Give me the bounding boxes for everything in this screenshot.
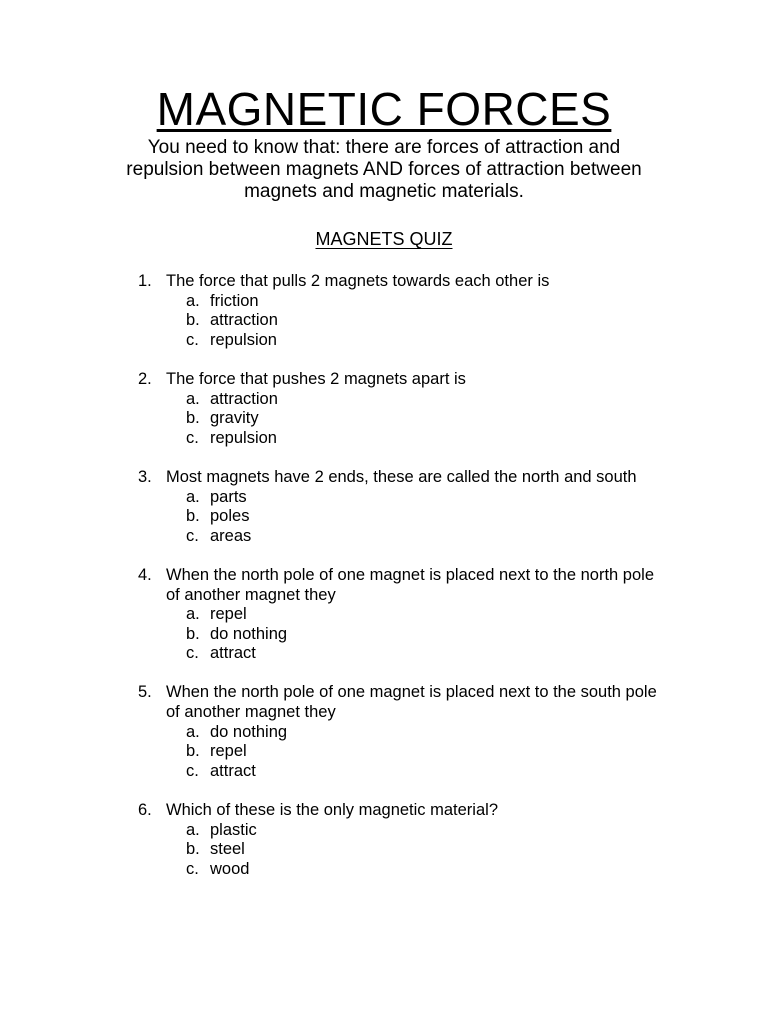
question-number: 5. xyxy=(138,683,152,702)
option-text: repulsion xyxy=(210,428,277,447)
option-item xyxy=(166,860,668,880)
option-text: attract xyxy=(210,761,256,780)
option-text: attract xyxy=(210,644,256,663)
intro-paragraph: You need to know that: there are forces of attraction and repulsion between magnets AND forces of attraction between magnets and magnetic materials. xyxy=(126,137,642,202)
option-letter: c. xyxy=(186,428,199,447)
question-2 xyxy=(0,370,768,448)
option-letter: b. xyxy=(186,409,200,428)
option-text: gravity xyxy=(210,409,259,428)
option-item xyxy=(166,742,668,762)
option-letter: c. xyxy=(186,859,199,878)
question-text: The force that pulls 2 magnets towards each other is xyxy=(166,272,550,290)
option-text: friction xyxy=(210,291,259,310)
option-list xyxy=(166,292,668,351)
option-item xyxy=(166,507,668,527)
question-1 xyxy=(0,272,768,350)
option-text: poles xyxy=(210,507,250,526)
option-list xyxy=(166,390,668,449)
option-list xyxy=(166,723,668,782)
question-text: When the north pole of one magnet is placed next to the north pole of another magnet they xyxy=(166,565,654,604)
option-text: repel xyxy=(210,605,247,624)
option-letter: a. xyxy=(186,820,200,839)
option-item xyxy=(166,331,668,351)
question-4 xyxy=(0,566,768,664)
question-number: 1. xyxy=(138,272,152,290)
option-text: repel xyxy=(210,742,247,761)
option-letter: c. xyxy=(186,761,199,780)
question-text: The force that pushes 2 magnets apart is xyxy=(166,369,466,388)
option-text: attraction xyxy=(210,389,278,408)
option-item xyxy=(166,605,668,625)
option-item xyxy=(166,723,668,743)
question-number: 2. xyxy=(138,369,152,388)
option-list xyxy=(166,821,668,880)
option-letter: b. xyxy=(186,311,200,330)
option-item xyxy=(166,625,668,645)
option-item xyxy=(166,488,668,508)
option-letter: b. xyxy=(186,840,200,859)
option-item xyxy=(166,821,668,841)
option-text: do nothing xyxy=(210,624,288,643)
option-item xyxy=(166,840,668,860)
option-letter: a. xyxy=(186,291,200,310)
option-letter: b. xyxy=(186,624,200,643)
question-text: When the north pole of one magnet is placed next to the south pole of another magnet they xyxy=(166,683,657,722)
option-item xyxy=(166,311,668,331)
question-text: Which of these is the only magnetic material? xyxy=(166,801,498,820)
quiz-title: MAGNETS QUIZ xyxy=(315,229,453,249)
option-text: steel xyxy=(210,840,245,859)
option-letter: a. xyxy=(186,389,200,408)
option-text: wood xyxy=(210,859,250,878)
option-item xyxy=(166,390,668,410)
option-item xyxy=(166,762,668,782)
question-6 xyxy=(0,801,768,879)
option-list xyxy=(166,605,668,664)
option-letter: b. xyxy=(186,507,200,526)
question-number: 4. xyxy=(138,565,152,584)
option-item xyxy=(166,292,668,312)
option-text: repulsion xyxy=(210,330,277,349)
option-text: do nothing xyxy=(210,722,288,741)
option-text: areas xyxy=(210,526,252,545)
option-letter: c. xyxy=(186,330,199,349)
option-item xyxy=(166,429,668,449)
question-5 xyxy=(0,683,768,781)
question-number: 6. xyxy=(138,801,152,820)
option-letter: c. xyxy=(186,526,199,545)
option-item xyxy=(166,527,668,547)
option-letter: c. xyxy=(186,644,199,663)
question-list xyxy=(0,272,768,899)
question-text: Most magnets have 2 ends, these are called the north and south xyxy=(166,467,637,486)
option-text: attraction xyxy=(210,311,278,330)
option-item xyxy=(166,644,668,664)
page-title: MAGNETIC FORCES xyxy=(156,83,612,135)
option-letter: a. xyxy=(186,605,200,624)
question-3 xyxy=(0,468,768,546)
option-text: plastic xyxy=(210,820,257,839)
option-text: parts xyxy=(210,487,247,506)
option-letter: a. xyxy=(186,722,200,741)
option-letter: a. xyxy=(186,487,200,506)
option-item xyxy=(166,409,668,429)
option-list xyxy=(166,488,668,547)
question-number: 3. xyxy=(138,467,152,486)
option-letter: b. xyxy=(186,742,200,761)
